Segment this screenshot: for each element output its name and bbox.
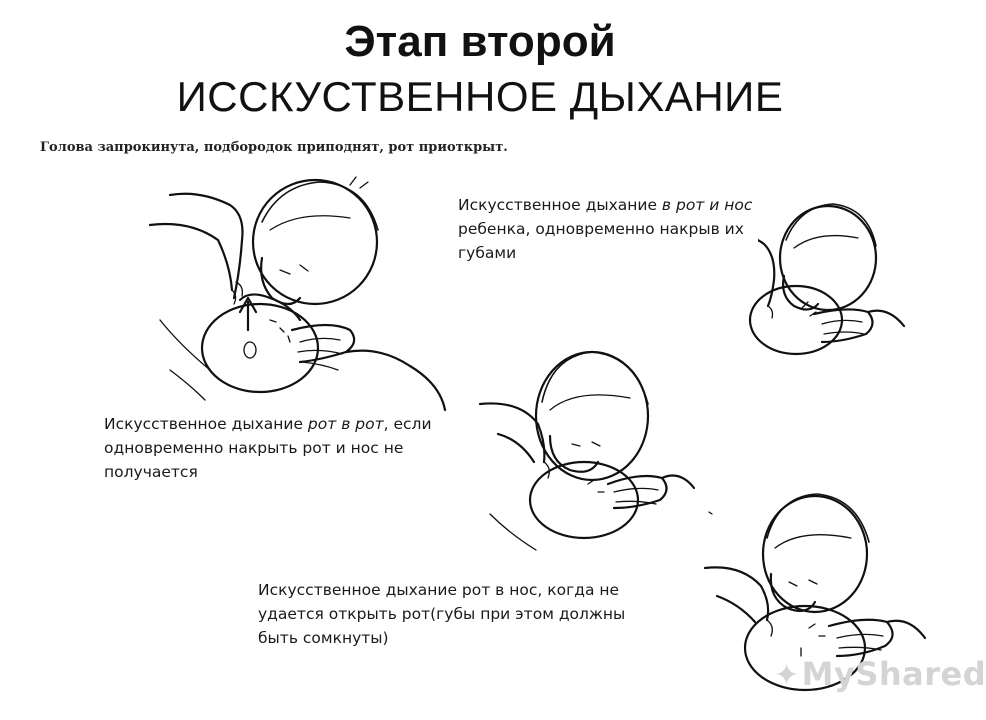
watermark-logo-icon: ✦ [774,658,800,693]
head-tilt-illustration [150,170,450,410]
top-caption: Голова запрокинута, подбородок приподнят, рот приоткрыт. [40,140,508,155]
slide-title: Этап второй [344,17,616,66]
description-mouth-to-nose [258,578,668,650]
description-mouth-to-mouth-italic: рот в рот [307,415,384,433]
description-mouth-and-nose-prefix: Искусственное дыхание [458,196,662,214]
title-block [0,14,960,124]
description-mouth-to-mouth-suffix: , если одновременно накрыть рот и нос не получается [104,415,432,481]
description-mouth-and-nose-italic: в рот и нос [661,196,753,214]
slide-subtitle: ИССКУСТВЕННОЕ ДЫХАНИЕ [176,73,784,120]
description-mouth-to-nose-text: Искусственное дыхание рот в нос, когда не удается открыть рот(губы при этом должны быть сомкнуты) [258,581,626,647]
mouth-to-mouth-illustration [480,344,700,554]
description-mouth-to-mouth [104,412,494,484]
description-mouth-and-nose-suffix: ребенка, одновременно накрыв их губами [458,220,744,262]
description-mouth-and-nose [458,193,758,265]
description-mouth-to-mouth-prefix: Искусственное дыхание [104,415,308,433]
watermark [774,655,986,693]
watermark-text: MyShared [801,655,986,693]
